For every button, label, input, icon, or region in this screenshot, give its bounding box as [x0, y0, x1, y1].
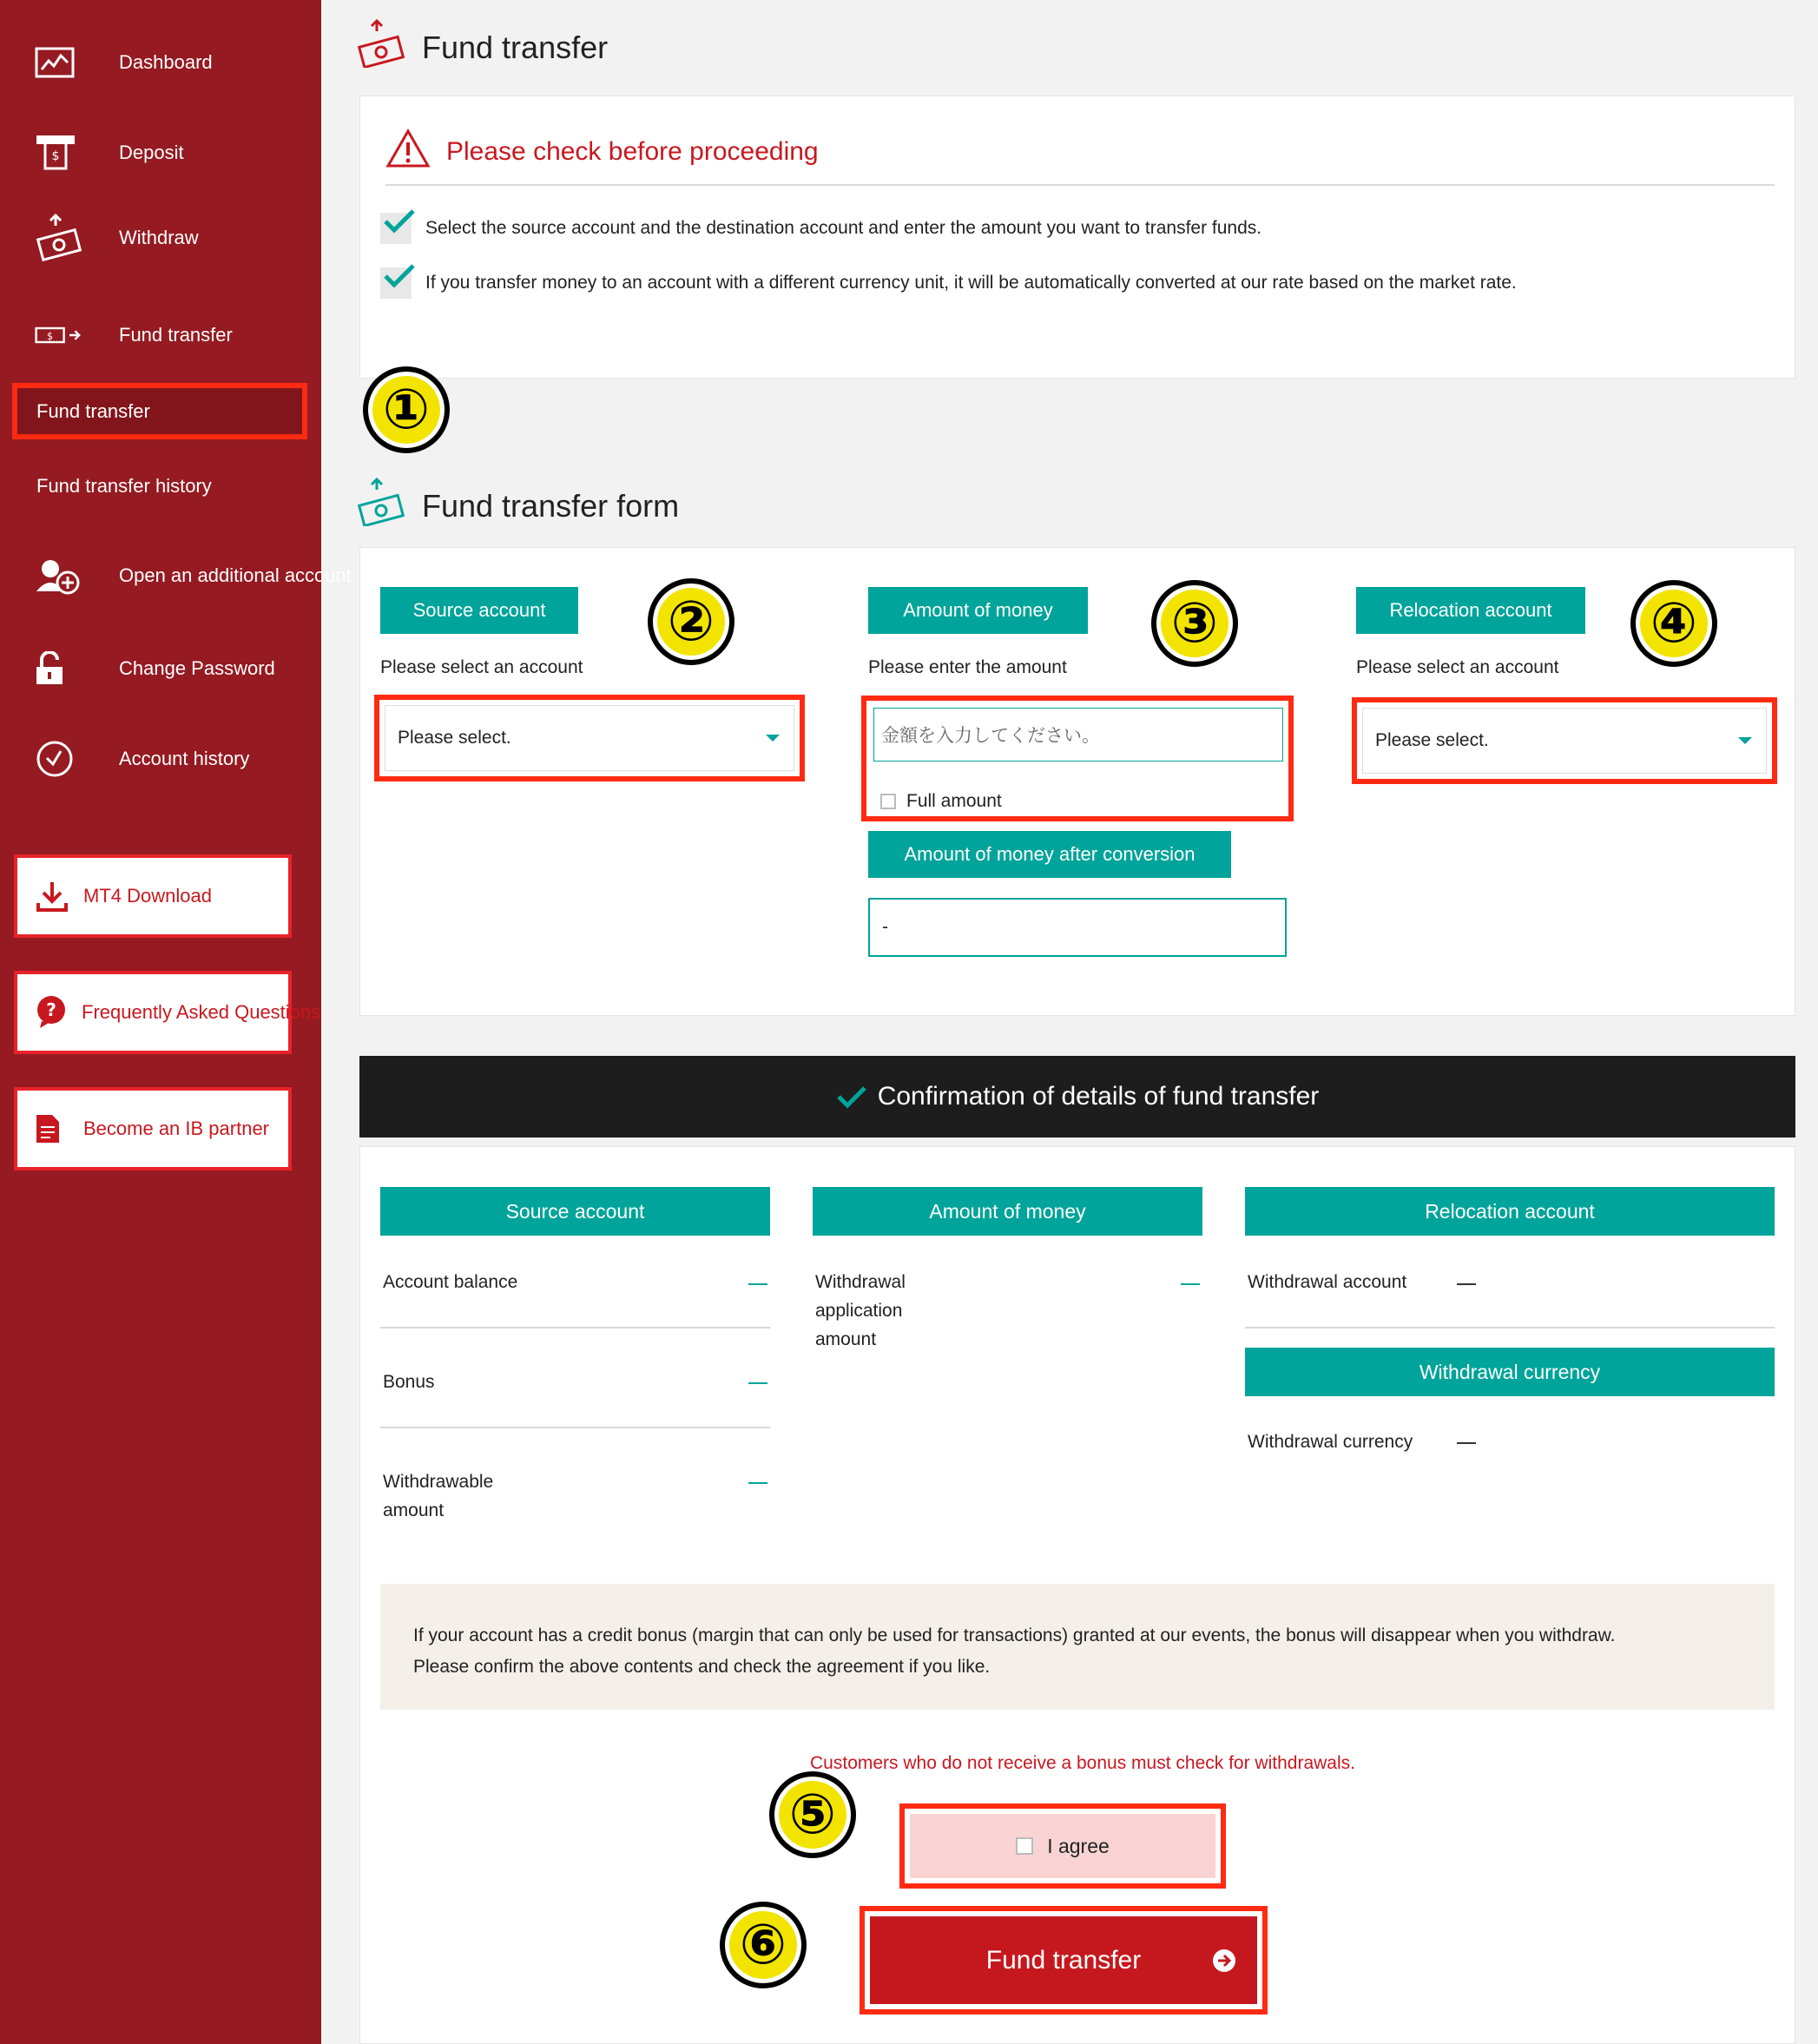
warning-heading: Please check before proceeding: [385, 129, 819, 175]
withdrawable-amount-value: [748, 1482, 767, 1484]
withdrawal-currency-head: Withdrawal currency: [1245, 1348, 1775, 1396]
atm-deposit-icon: [35, 135, 83, 170]
ib-partner-button[interactable]: Become an IB partner: [14, 1087, 292, 1170]
sidebar-item-deposit[interactable]: $ Deposit: [35, 135, 184, 170]
amount-field-group: [861, 696, 1294, 821]
add-user-icon: [35, 558, 83, 593]
dashboard-chart-icon: [35, 45, 83, 80]
bonus-value: [748, 1382, 767, 1384]
withdrawal-currency-label: Withdrawal currency: [1248, 1432, 1413, 1452]
converted-amount-field: -: [868, 898, 1287, 957]
withdraw-cash-icon: [35, 221, 83, 255]
bonus-label: Bonus: [383, 1372, 435, 1392]
confirm-source-head: Source account: [380, 1187, 770, 1236]
question-bubble-icon: [35, 995, 68, 1030]
amount-input[interactable]: 金額を入力してください。: [873, 708, 1283, 762]
agree-checkbox[interactable]: I agree: [899, 1803, 1226, 1889]
divider: [1245, 1327, 1775, 1329]
transfer-cash-icon: [35, 318, 83, 353]
relocation-account-label: Please select an account: [1356, 657, 1559, 677]
relocation-account-select[interactable]: Please select.: [1352, 697, 1777, 784]
warning-item-2: If you transfer money to an account with a different currency unit, it will be automatically converted at our rate based on the market rate.: [380, 267, 1517, 299]
withdrawal-currency-value: [1457, 1442, 1476, 1444]
svg-text:?: ?: [46, 999, 56, 1020]
annotation-badge-3: ③: [1151, 580, 1238, 667]
confirmation-heading: Confirmation of details of fund transfer: [359, 1056, 1795, 1137]
chevron-down-icon: [1738, 737, 1752, 744]
transfer-cash-icon: [358, 478, 408, 534]
source-account-label: Please select an account: [380, 657, 583, 677]
withdrawal-account-label: Withdrawal account: [1248, 1272, 1407, 1292]
bonus-warning-text: Customers who do not receive a bonus must check for withdrawals.: [810, 1753, 1355, 1773]
sidebar-subitem-fund-transfer-history[interactable]: Fund transfer history: [36, 475, 212, 497]
fund-transfer-submit-button[interactable]: Fund transfer: [860, 1906, 1268, 2014]
relocation-account-tag: Relocation account: [1356, 587, 1585, 634]
svg-text:$: $: [47, 330, 54, 342]
divider: [380, 1327, 770, 1329]
sidebar-subitem-fund-transfer[interactable]: Fund transfer: [12, 383, 307, 439]
sidebar-item-open-account[interactable]: Open an additional account: [35, 558, 352, 593]
arrow-right-circle-icon: [1212, 1948, 1236, 1973]
amount-label: Please enter the amount: [868, 657, 1067, 677]
check-icon: [836, 1085, 867, 1109]
account-balance-label: Account balance: [383, 1272, 518, 1292]
annotation-badge-4: ④: [1630, 580, 1717, 667]
withdrawal-account-value: [1457, 1283, 1476, 1285]
download-icon: [35, 879, 69, 913]
divider: [385, 184, 1775, 186]
faq-button[interactable]: ? Frequently Asked Questions: [14, 971, 292, 1054]
conversion-tag: Amount of money after conversion: [868, 831, 1231, 878]
amount-tag: Amount of money: [868, 587, 1088, 634]
annotation-badge-6: ⑥: [720, 1902, 807, 1988]
withdrawal-application-amount-label: Withdrawal application amount: [815, 1272, 906, 1349]
source-account-select[interactable]: Please select.: [374, 695, 805, 781]
confirm-relocation-head: Relocation account: [1245, 1187, 1775, 1236]
sidebar-item-change-password[interactable]: Change Password: [35, 651, 275, 686]
confirm-amount-head: Amount of money: [813, 1187, 1202, 1236]
svg-text:$: $: [51, 149, 60, 163]
unlock-icon: [35, 651, 83, 686]
divider: [380, 1427, 770, 1428]
annotation-badge-1: ①: [363, 366, 450, 453]
full-amount-checkbox[interactable]: Full amount: [880, 791, 1002, 812]
document-icon: [35, 1113, 69, 1144]
checkbox-icon: [880, 794, 896, 809]
chevron-down-icon: [766, 735, 780, 742]
source-account-tag: Source account: [380, 587, 578, 634]
sidebar: [0, 0, 352, 2044]
sidebar-item-account-history[interactable]: Account history: [35, 742, 249, 776]
transfer-cash-icon: [358, 19, 408, 76]
warning-item-1: Select the source account and the destination account and enter the amount you want to transfer funds.: [380, 213, 1261, 244]
annotation-badge-5: ⑤: [769, 1771, 856, 1858]
sidebar-item-dashboard[interactable]: Dashboard: [35, 45, 213, 80]
warning-triangle-icon: [385, 129, 431, 175]
page-title: Fund transfer: [358, 19, 608, 76]
check-icon: [380, 267, 412, 299]
withdrawable-amount-label: Withdrawable amount: [383, 1472, 494, 1520]
annotation-badge-2: ②: [648, 578, 734, 665]
check-icon: [380, 213, 412, 244]
account-balance-value: [748, 1283, 767, 1285]
clock-icon: [35, 742, 83, 776]
sidebar-item-fund-transfer[interactable]: $ Fund transfer: [35, 318, 233, 353]
sidebar-item-withdraw[interactable]: Withdraw: [35, 221, 199, 255]
bonus-notice: If your account has a credit bonus (margin that can only be used for transactions) granted at our events, the bonus will disappear when you withdraw. Please confirm the above contents and check the agreement if you like.: [380, 1584, 1775, 1710]
checkbox-icon: [1016, 1837, 1033, 1855]
form-title: Fund transfer form: [358, 478, 679, 534]
mt4-download-button[interactable]: MT4 Download: [14, 854, 292, 938]
withdrawal-application-amount-value: [1181, 1283, 1200, 1285]
